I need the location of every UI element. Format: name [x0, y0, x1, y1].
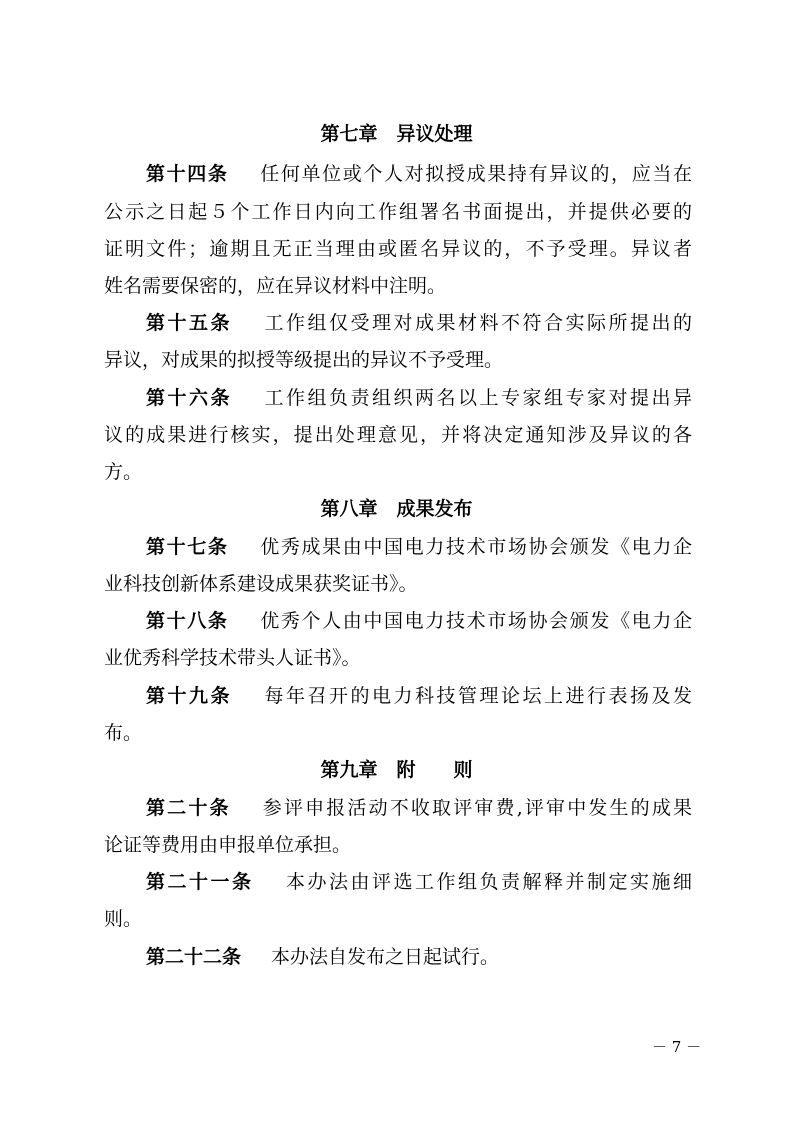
article-20-line-1 — [146, 799, 692, 818]
article-19-label: 第十九条 — [146, 685, 232, 707]
article-17-line-2: 业科技创新体系建设成果获奖证书》。 — [104, 573, 418, 595]
article-18-line-1 — [146, 612, 692, 631]
article-16-label: 第十六条 — [146, 387, 232, 409]
chapter-8-heading: 第八章 成果发布 — [320, 498, 473, 520]
article-19-line-2: 布。 — [104, 722, 143, 744]
article-20-label: 第二十条 — [146, 797, 231, 819]
article-14-label: 第十四条 — [146, 163, 229, 185]
article-17-text-1: 优秀成果由中国电力技术市场协会颁发《电力企 — [258, 536, 692, 558]
article-21-text-1: 本办法由评选工作组负责解释并制定实施细 — [283, 871, 692, 893]
article-18-text-1: 优秀个人由中国电力技术市场协会颁发《电力企 — [258, 610, 692, 632]
article-15-line-2: 异议，对成果的拟授等级提出的异议不予受理。 — [104, 349, 504, 371]
article-15-text-1: 工作组仅受理对成果材料不符合实际所提出的 — [262, 312, 692, 334]
article-21-line-2: 则。 — [104, 908, 143, 930]
article-18-label: 第十八条 — [146, 610, 229, 632]
page-number: － 7 － — [652, 1038, 702, 1056]
article-20-text-1: 参评申报活动不收取评审费,评审中发生的成果 — [260, 797, 692, 819]
article-22-label: 第二十二条 — [146, 946, 242, 968]
article-16-line-2: 议的成果进行核实，提出处理意见，并将决定通知涉及异议的各 — [104, 424, 692, 446]
article-14-text-1: 任何单位或个人对拟授成果持有异议的，应当在 — [258, 163, 692, 185]
article-16-line-3: 方。 — [104, 461, 143, 483]
article-14-line-3: 证明文件；逾期且无正当理由或匿名异议的，不予受理。异议者 — [104, 238, 692, 260]
article-17-line-1 — [146, 538, 692, 557]
article-19-line-1 — [146, 687, 692, 706]
article-21-line-1 — [146, 873, 692, 892]
article-14-line-1 — [146, 165, 692, 184]
article-14-line-2: 公示之日起５个工作日内向工作组署名书面提出，并提供必要的 — [104, 201, 692, 223]
article-14-line-4: 姓名需要保密的，应在异议材料中注明。 — [104, 275, 447, 297]
article-21-label: 第二十一条 — [146, 871, 254, 893]
chapter-9-heading: 第九章 附 则 — [320, 759, 473, 781]
article-15-label: 第十五条 — [146, 312, 232, 334]
article-22-text-1: 本办法自发布之日起试行。 — [271, 946, 500, 968]
article-17-label: 第十七条 — [146, 536, 229, 558]
article-16-line-1 — [146, 389, 692, 408]
article-19-text-1: 每年召开的电力科技管理论坛上进行表扬及发 — [262, 685, 692, 707]
article-22-line-1 — [146, 948, 499, 967]
article-16-text-1: 工作组负责组织两名以上专家组专家对提出异 — [262, 387, 692, 409]
article-15-line-1 — [146, 314, 692, 333]
chapter-7-heading: 第七章 异议处理 — [320, 123, 473, 145]
article-18-line-2: 业优秀科学技术带头人证书》。 — [104, 647, 361, 669]
article-20-line-2: 论证等费用由申报单位承担。 — [104, 834, 352, 856]
